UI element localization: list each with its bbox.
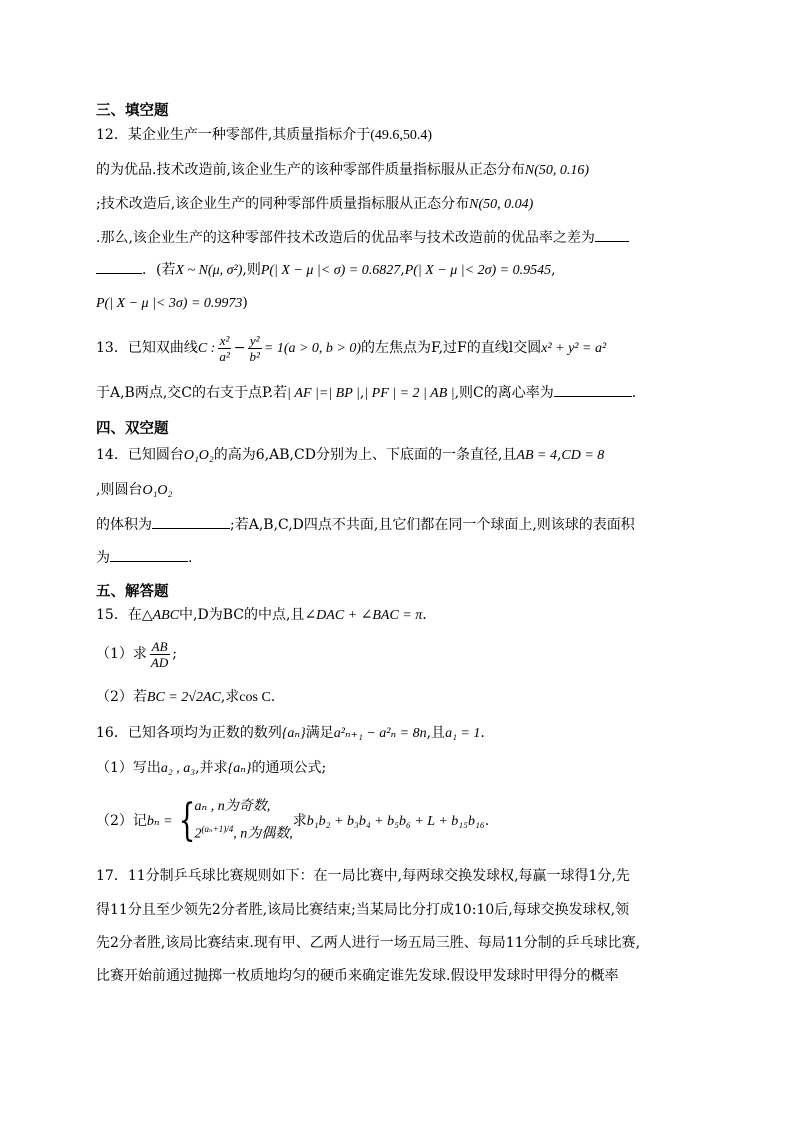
q13-line-1 — [96, 330, 606, 367]
q13-text: ,则C的离心率为 — [454, 385, 554, 401]
q14-formula: O₁O₂ — [183, 448, 214, 463]
piecewise-condition: , n为偶数, — [233, 826, 293, 842]
q13-circle-eq: x² + y² = a² — [541, 341, 607, 356]
q12-line-4 — [96, 227, 629, 248]
q17-line-1: 17．11分制乒乓球比赛规则如下：在一局比赛中,每两球交换发球权,每赢一球得1分,先 — [96, 868, 630, 884]
q14-line-3 — [96, 514, 635, 535]
q15-formula: ∠DAC + ∠BAC = π — [304, 608, 423, 623]
q12-formula: X ~ N(μ, σ²) — [175, 263, 243, 278]
q16-part-1 — [96, 758, 326, 779]
q14-formula: O₁O₂ — [142, 483, 173, 498]
q12-text: ,则 — [242, 262, 261, 278]
q15-formula: BC = 2√2AC — [146, 690, 221, 705]
section-heading-solve: 五、解答题 — [96, 584, 169, 600]
q12-text: ;技术改造后,该企业生产的同种零部件质量指标服从正态分布 — [96, 196, 470, 212]
q12-formula: P(| X − μ |< σ) = 0.6827 — [260, 263, 401, 278]
q13-curve-name: C : — [197, 341, 216, 356]
power-base: 2 — [194, 826, 202, 842]
q15-text: . — [422, 607, 427, 623]
q16-part-2 — [96, 796, 489, 846]
q13-formula: | AF |=| BP | — [287, 386, 360, 401]
q12-text: 的为优品.技术改造前,该企业生产的该种零部件质量指标服从正态分布 — [96, 162, 525, 178]
q15-fraction — [149, 639, 170, 670]
q14-line-2 — [96, 480, 172, 501]
q13-text: 的左焦点为F,过F的直线l交圆 — [361, 340, 542, 356]
q15-text: . — [270, 689, 276, 705]
fraction-numerator: y² — [249, 332, 260, 348]
q15-text: ; — [172, 646, 177, 662]
q13-line-2 — [96, 382, 636, 404]
q16-text: （2）记 — [96, 812, 147, 829]
q12-line-1 — [96, 125, 432, 146]
q16-text: 16．已知各项均为正数的数列 — [96, 725, 282, 741]
q15-text: 15．在 — [96, 607, 142, 623]
q15-line-1 — [96, 605, 427, 626]
q16-piecewise — [195, 796, 293, 846]
fraction-denominator: b² — [249, 348, 260, 364]
q13-text: . — [631, 385, 637, 401]
q12-text: 12．某企业生产一种零部件,其质量指标介于 — [96, 127, 371, 143]
piecewise-case-even — [195, 818, 293, 846]
q12-distribution-after: N(50, 0.04) — [469, 197, 534, 212]
q14-text: ;若A,B,C,D四点不共面,且它们都在同一个球面上,则该球的表面积 — [230, 517, 635, 533]
q16-formula: b₁b₂ + b₃b₄ + b₅b₆ + L + b₁₅b₁₆ — [306, 813, 485, 829]
q13-condition: = 1(a > 0, b > 0) — [263, 341, 362, 356]
q13-text: 于A,B两点,交C的右支于点P.若 — [96, 385, 288, 401]
q14-line-4 — [96, 547, 192, 568]
q16-text: . — [480, 725, 485, 741]
q12-line-3 — [96, 194, 533, 215]
q12-line-5 — [96, 259, 556, 281]
section-heading-double-blank: 四、双空题 — [96, 421, 169, 437]
q15-part-1 — [96, 636, 177, 672]
q14-text: 14．已知圆台 — [96, 447, 184, 463]
q16-formula: {aₙ} — [227, 761, 252, 776]
q12-text: ) — [242, 295, 248, 311]
q16-text: ,并求 — [195, 760, 228, 776]
q12-text: .那么,该企业生产的这种零部件技术改造后的优品率与技术改造前的优品率之差为 — [96, 230, 595, 246]
fraction-numerator: x² — [219, 332, 230, 348]
q14-text: . — [188, 550, 193, 566]
q16-text: 求 — [292, 812, 307, 829]
q14-formula: CD = 8 — [561, 448, 605, 463]
q13-fraction-y — [247, 333, 261, 364]
q15-text: ,求 — [220, 689, 240, 705]
q15-formula: cos C — [239, 690, 271, 705]
answer-blank[interactable] — [110, 547, 188, 562]
q14-text: , — [556, 447, 562, 463]
q13-formula: | PF | = 2 | AB | — [364, 386, 455, 401]
answer-blank[interactable] — [96, 259, 142, 274]
answer-blank[interactable] — [152, 514, 230, 529]
q14-line-1 — [96, 445, 604, 466]
q16-text: 的通项公式; — [251, 760, 327, 776]
q16-formula: a₁ = 1 — [445, 726, 481, 741]
q16-formula: bₙ = — [146, 813, 173, 829]
q15-formula: △ABC — [141, 608, 180, 623]
q14-text: 为 — [96, 550, 110, 566]
q16-formula: {aₙ} — [281, 726, 306, 741]
minus-sign: − — [233, 340, 246, 356]
q16-text: （1）写出 — [96, 760, 161, 776]
q17-line-3: 先2分者胜,该局比赛结束.现有甲、乙两人进行一场五局三胜、每局11分制的乒乓球比赛, — [96, 935, 641, 951]
q12-formula: P(| X − μ |< 2σ) = 0.9545 — [404, 263, 552, 278]
q17-line-2: 得11分且至少领先2分者胜,该局比赛结束;当某局比分打成10:10后,每球交换发球权,领 — [96, 902, 630, 918]
fraction-denominator: AD — [150, 654, 169, 670]
answer-blank[interactable] — [554, 382, 632, 397]
q12-formula: P(| X − μ |< 3σ) = 0.9973 — [96, 296, 243, 311]
q16-formula: a₂ , a₃ — [160, 761, 196, 776]
q14-text: 的体积为 — [96, 517, 152, 533]
q12-line-2 — [96, 160, 589, 181]
q16-text: . — [484, 812, 490, 829]
q15-text: （2）若 — [96, 689, 147, 705]
q12-text: , — [400, 262, 405, 278]
q14-text: 的高为6,AB,CD分别为上、下底面的一条直径,且 — [213, 447, 517, 463]
q14-formula: AB = 4 — [516, 448, 557, 463]
q13-fraction-x — [217, 333, 231, 364]
q12-line-6 — [96, 293, 248, 314]
left-brace-icon: { — [178, 794, 195, 846]
q12-distribution-before: N(50, 0.16) — [524, 163, 590, 178]
q12-text: ．(若 — [142, 262, 176, 278]
piecewise-case-odd: aₙ , n为奇数, — [194, 799, 271, 814]
q12-text: , — [551, 262, 556, 278]
fraction-numerator: AB — [151, 638, 168, 654]
q16-text: 满足 — [305, 725, 334, 741]
q16-formula: a²ₙ₊₁ − a²ₙ = 8n — [333, 726, 427, 741]
q12-interval: (49.6,50.4) — [370, 128, 433, 143]
q15-text: 中,D为BC的中点,且 — [179, 607, 305, 623]
answer-blank[interactable] — [595, 227, 629, 242]
fraction-denominator: a² — [219, 348, 230, 364]
q14-text: ,则圆台 — [96, 482, 143, 498]
q15-text: （1）求 — [96, 646, 147, 662]
q16-line-1 — [96, 723, 485, 744]
q16-text: ,且 — [426, 725, 446, 741]
q13-text: , — [359, 385, 365, 401]
q15-part-2 — [96, 687, 275, 708]
q17-line-4: 比赛开始前通过抛掷一枚质地均匀的硬币来确定谁先发球.假设甲发球时甲得分的概率 — [96, 968, 619, 984]
q13-text: 13．已知双曲线 — [96, 340, 198, 356]
power-exponent: (aₙ+1)/4 — [201, 824, 234, 834]
section-heading-fill-in: 三、填空题 — [96, 103, 169, 119]
